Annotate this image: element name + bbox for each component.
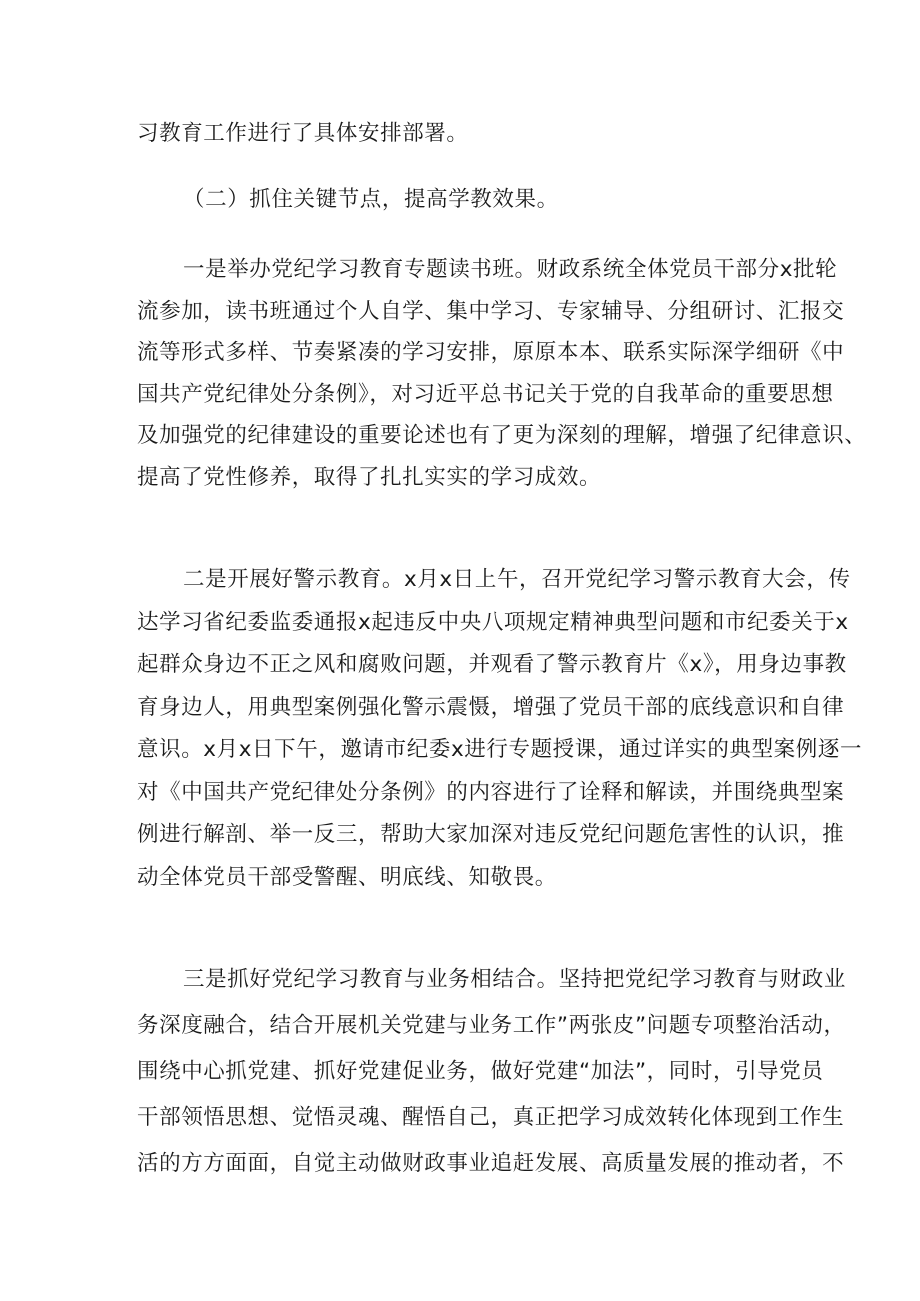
- text-line: 达学习省纪委监委通报x起违反中央八项规定精神典型问题和市纪委关于x: [137, 610, 849, 635]
- section-heading: （二）抓住关键节点，提高学教效果。: [183, 187, 559, 212]
- text-line: 二是开展好警示教育。x月x日上午，召开党纪学习警示教育大会，传: [183, 567, 851, 592]
- text-line: 干部领悟思想、觉悟灵魂、醒悟自己，真正把学习成效转化体现到工作生: [137, 1105, 845, 1130]
- text-line: 动全体党员干部受警醒、明底线、知敬畏。: [137, 865, 557, 890]
- text-line: 提高了党性修养，取得了扎扎实实的学习成效。: [137, 465, 602, 490]
- text-line: 三是抓好党纪学习教育与业务相结合。坚持把党纪学习教育与财政业: [183, 967, 847, 992]
- text-line: 起群众身边不正之风和腐败问题，并观看了警示教育片《x》，用身边事教: [137, 652, 847, 677]
- text-line: 例进行解剖、举一反三，帮助大家加深对违反党纪问题危害性的认识，推: [137, 822, 845, 847]
- text-line: 及加强党的纪律建设的重要论述也有了更为深刻的理解，增强了纪律意识、: [137, 423, 867, 448]
- text-line: 国共产党纪律处分条例》，对习近平总书记关于党的自我革命的重要思想: [137, 382, 834, 407]
- text-line: 流参加，读书班通过个人自学、集中学习、专家辅导、分组研讨、汇报交: [137, 299, 845, 324]
- text-line: 围绕中心抓党建、抓好党建促业务，做好党建“加法”，同时，引导党员: [137, 1059, 824, 1084]
- text-line: 习教育工作进行了具体安排部署。: [137, 121, 469, 146]
- text-line: 对《中国共产党纪律处分条例》的内容进行了诠释和解读，并围绕典型案: [137, 780, 845, 805]
- text-line: 活的方方面面，自觉主动做财政事业追赶发展、高质量发展的推动者，不: [137, 1151, 845, 1176]
- text-line: 务深度融合，结合开展机关党建与业务工作”两张皮”问题专项整治活动，: [137, 1013, 846, 1038]
- text-line: 一是举办党纪学习教育专题读书班。财政系统全体党员干部分x批轮: [183, 257, 838, 282]
- text-line: 育身边人，用典型案例强化警示震慑，增强了党员干部的底线意识和自律: [137, 695, 845, 720]
- text-line: 意识。x月x日下午，邀请市纪委x进行专题授课，通过详实的典型案例逐一: [137, 737, 863, 762]
- text-line: 流等形式多样、节奏紧凑的学习安排，原原本本、联系实际深学细研《中: [137, 340, 845, 365]
